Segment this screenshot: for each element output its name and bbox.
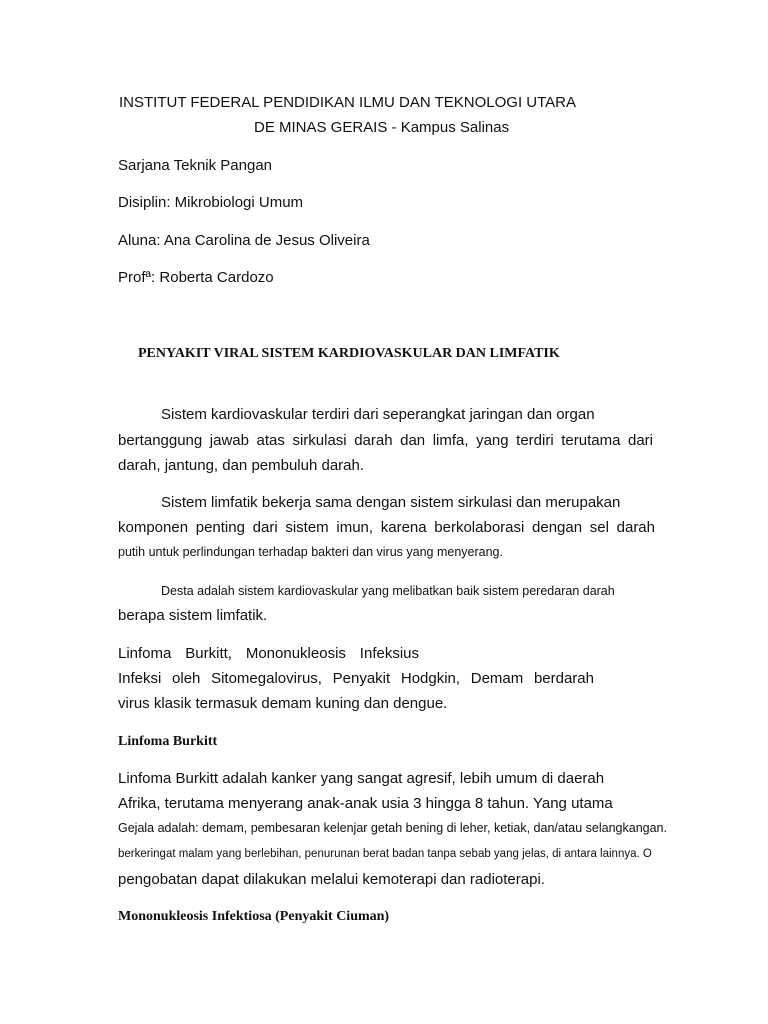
section-1-line-5: pengobatan dapat dilakukan melalui kemoterapi dan radioterapi.: [118, 871, 545, 888]
section-1-line-2: Afrika, terutama menyerang anak-anak usia 3 hingga 8 tahun. Yang utama: [118, 795, 613, 812]
section-1-line-3: Gejala adalah: demam, pembesaran kelenjar getah bening di leher, ketiak, dan/atau selangkangan.: [118, 821, 667, 835]
paragraph-2-line-1: Sistem limfatik bekerja sama dengan sistem sirkulasi dan merupakan: [161, 494, 621, 511]
paragraph-1-line-3: darah, jantung, dan pembuluh darah.: [118, 457, 365, 474]
paragraph-1-line-2: bertanggung jawab atas sirkulasi darah dan limfa, yang terdiri terutama dari: [118, 432, 653, 449]
section-1-line-4: berkeringat malam yang berlebihan, penurunan berat badan tanpa sebab yang jelas, di antara lainnya. O: [118, 848, 652, 860]
discipline: Disiplin: Mikrobiologi Umum: [118, 194, 304, 211]
disease-list-line-2: Infeksi oleh Sitomegalovirus, Penyakit Hodgkin, Demam berdarah: [118, 670, 594, 687]
paragraph-3-line-1: Desta adalah sistem kardiovaskular yang melibatkan baik sistem peredaran darah: [161, 584, 615, 598]
section-heading-mononukleosis: Mononukleosis Infektiosa (Penyakit Ciuman): [118, 909, 390, 924]
paragraph-2-line-3: putih untuk perlindungan terhadap bakteri dan virus yang menyerang.: [118, 545, 503, 559]
section-1-line-1: Linfoma Burkitt adalah kanker yang sangat agresif, lebih umum di daerah: [118, 770, 605, 787]
institute-name-line1: INSTITUT FEDERAL PENDIDIKAN ILMU DAN TEKNOLOGI UTARA: [119, 94, 577, 111]
student-name: Aluna: Ana Carolina de Jesus Oliveira: [118, 232, 370, 249]
professor-name: Profª: Roberta Cardozo: [118, 269, 274, 286]
disease-list-line-3: virus klasik termasuk demam kuning dan dengue.: [118, 695, 448, 712]
disease-list-line-1: Linfoma Burkitt, Mononukleosis Infeksius: [118, 645, 419, 662]
paragraph-3-line-2: berapa sistem limfatik.: [118, 607, 268, 624]
document-title: PENYAKIT VIRAL SISTEM KARDIOVASKULAR DAN LIMFATIK: [138, 346, 560, 361]
paragraph-1-line-1: Sistem kardiovaskular terdiri dari seperangkat jaringan dan organ: [161, 406, 595, 423]
course-name: Sarjana Teknik Pangan: [118, 157, 272, 174]
paragraph-2-line-2: komponen penting dari sistem imun, karena berkolaborasi dengan sel darah: [118, 519, 655, 536]
section-heading-linfoma-burkitt: Linfoma Burkitt: [118, 734, 218, 749]
institute-name-line2: DE MINAS GERAIS - Kampus Salinas: [254, 119, 510, 136]
